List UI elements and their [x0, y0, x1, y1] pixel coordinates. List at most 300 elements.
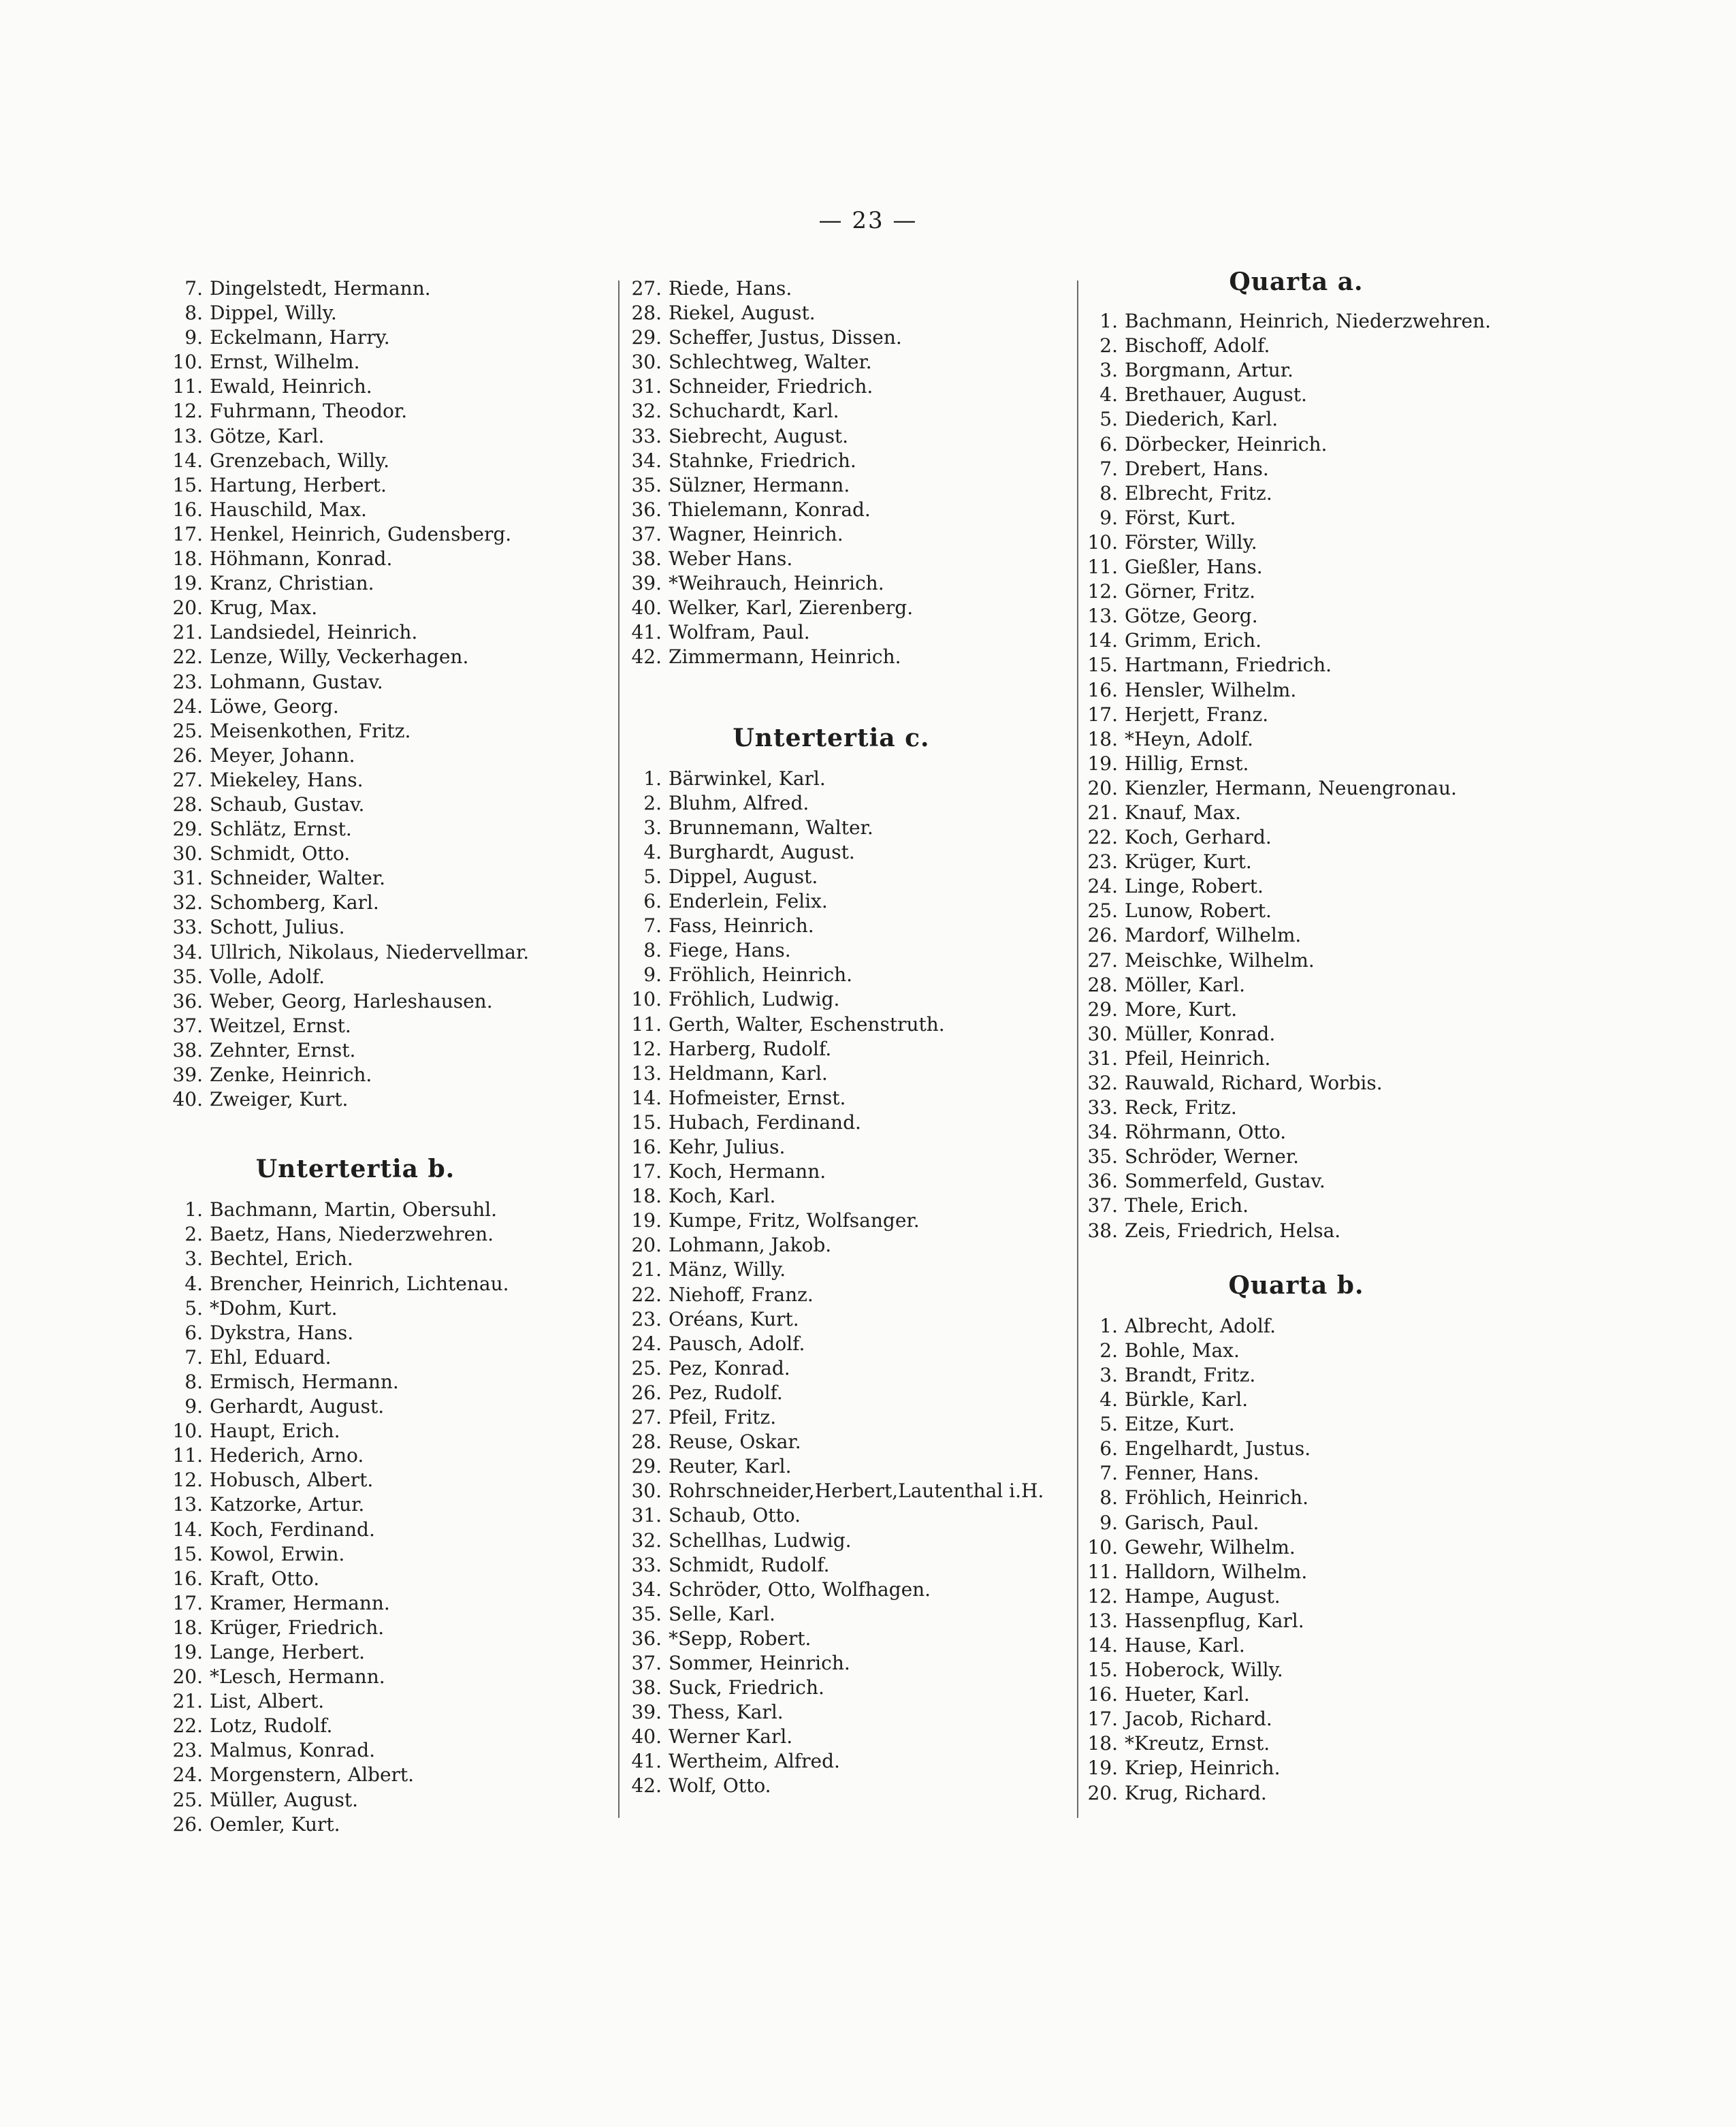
- list-item: [1078, 1560, 1541, 1584]
- list-item: [158, 1038, 607, 1063]
- list-item-number: 30.: [631, 351, 662, 374]
- list-item-number: 29.: [172, 818, 203, 841]
- list-item: [617, 1258, 1073, 1282]
- list-item-name: *Heyn, Adolf.: [1125, 727, 1253, 750]
- list-item-name: Meischke, Wilhelm.: [1125, 948, 1315, 972]
- list-item-name: Zenke, Heinrich.: [210, 1064, 372, 1086]
- list-item: [1078, 923, 1541, 948]
- list-item: [617, 1725, 1073, 1749]
- list-item: [158, 1492, 607, 1517]
- list-item-name: Fenner, Hans.: [1125, 1462, 1259, 1485]
- list-item-name: Möller, Karl.: [1125, 973, 1245, 996]
- list-item: [617, 1381, 1073, 1405]
- class-heading-quarta-b: Quarta b.: [1228, 1270, 1364, 1300]
- list-item-name: Harberg, Rudolf.: [669, 1037, 832, 1060]
- list-item-number: 27.: [172, 768, 203, 791]
- list-item-name: Pfeil, Heinrich.: [1125, 1046, 1271, 1070]
- list-item-number: 13.: [1087, 605, 1118, 628]
- list-item-number: 5.: [1099, 1413, 1118, 1436]
- list-item: [617, 1529, 1073, 1553]
- list-item-name: Thele, Erich.: [1125, 1194, 1249, 1217]
- list-item-name: Hause, Karl.: [1125, 1633, 1245, 1657]
- list-item: [158, 350, 607, 374]
- list-item-number: 13.: [172, 1493, 203, 1516]
- list-item-name: Hensler, Wilhelm.: [1125, 678, 1297, 701]
- list-item: [158, 1788, 607, 1812]
- list-item: [158, 1014, 607, 1038]
- list-item-number: 28.: [1087, 973, 1118, 996]
- list-item-name: Knauf, Max.: [1125, 801, 1241, 824]
- list-item-number: 24.: [172, 1763, 203, 1787]
- list-item-number: 9.: [1099, 506, 1118, 529]
- list-item-number: 1.: [184, 1198, 203, 1221]
- list-item: [617, 1454, 1073, 1479]
- list-item: [158, 1567, 607, 1591]
- student-list: [158, 276, 607, 1112]
- list-item: [617, 938, 1073, 963]
- list-item: [617, 301, 1073, 325]
- student-list: [1078, 1314, 1541, 1806]
- list-item-name: Gießler, Hans.: [1125, 556, 1263, 579]
- list-item-number: 39.: [631, 1701, 662, 1724]
- list-item: [617, 1012, 1073, 1037]
- list-item-number: 5.: [184, 1296, 203, 1320]
- list-item: [158, 1222, 607, 1247]
- list-item-number: 13.: [1087, 1609, 1118, 1632]
- list-item-number: 30.: [1087, 1022, 1118, 1045]
- list-item: [617, 816, 1073, 840]
- list-item: [617, 473, 1073, 498]
- list-item: [158, 522, 607, 547]
- list-item-name: Halldorn, Wilhelm.: [1125, 1560, 1308, 1583]
- list-item: [158, 1345, 607, 1370]
- list-item-name: *Lesch, Hermann.: [210, 1665, 385, 1689]
- list-item-number: 29.: [1087, 997, 1118, 1021]
- list-item: [158, 866, 607, 891]
- list-item-name: Eitze, Kurt.: [1125, 1413, 1235, 1436]
- list-item-number: 14.: [1087, 629, 1118, 652]
- list-item: [617, 1503, 1073, 1528]
- list-item: [158, 817, 607, 842]
- list-item-name: Brunnemann, Walter.: [669, 816, 873, 839]
- list-item: [617, 1086, 1073, 1110]
- list-item-name: Scheffer, Justus, Dissen.: [669, 326, 902, 349]
- list-item-number: 6.: [643, 890, 662, 913]
- list-item: [1078, 1363, 1541, 1388]
- list-item: [617, 399, 1073, 423]
- list-item-number: 10.: [172, 351, 203, 374]
- list-item: [158, 1714, 607, 1738]
- list-item: [158, 768, 607, 793]
- list-item-name: Malmus, Konrad.: [210, 1739, 376, 1762]
- list-item-number: 15.: [1087, 654, 1118, 677]
- list-item-name: Zimmermann, Heinrich.: [669, 645, 901, 669]
- list-item-number: 23.: [1087, 850, 1118, 874]
- list-item: [617, 620, 1073, 645]
- list-item-number: 7.: [184, 1345, 203, 1369]
- list-item: [617, 840, 1073, 865]
- list-item-number: 17.: [172, 522, 203, 545]
- list-item-name: Hassenpflug, Karl.: [1125, 1609, 1304, 1632]
- list-item-number: 16.: [172, 498, 203, 521]
- list-item-name: Linge, Robert.: [1125, 875, 1264, 898]
- list-item-number: 11.: [1087, 1560, 1118, 1583]
- list-item-name: Lohmann, Gustav.: [210, 670, 383, 693]
- list-item-name: Grimm, Erich.: [1125, 629, 1262, 652]
- list-item-name: Schott, Julius.: [210, 916, 345, 939]
- list-item-number: 17.: [1087, 703, 1118, 726]
- list-item-number: 8.: [643, 939, 662, 962]
- list-item-name: Götze, Georg.: [1125, 605, 1258, 628]
- list-item-number: 26.: [172, 1812, 203, 1836]
- list-item-name: Jacob, Richard.: [1125, 1708, 1272, 1731]
- list-item-number: 12.: [172, 400, 203, 423]
- list-item-number: 31.: [172, 867, 203, 890]
- list-item-number: 2.: [1099, 334, 1118, 357]
- list-item: [158, 374, 607, 399]
- list-item-name: Bürkle, Karl.: [1125, 1388, 1249, 1411]
- list-item-number: 1.: [1099, 1314, 1118, 1337]
- list-item-number: 36.: [631, 498, 662, 521]
- list-item-name: Thess, Karl.: [669, 1701, 784, 1724]
- list-item-number: 40.: [631, 596, 662, 620]
- list-item-name: Brethauer, August.: [1125, 383, 1307, 406]
- list-item-number: 30.: [631, 1480, 662, 1503]
- list-item-number: 13.: [631, 1061, 662, 1085]
- list-item: [1078, 628, 1541, 653]
- list-item: [1078, 383, 1541, 407]
- list-item-name: Bischoff, Adolf.: [1125, 334, 1270, 357]
- list-item: [1078, 1169, 1541, 1194]
- list-item: [617, 645, 1073, 669]
- list-item-number: 16.: [631, 1136, 662, 1158]
- list-item-number: 37.: [172, 1014, 203, 1037]
- list-item-name: Koch, Karl.: [669, 1185, 776, 1208]
- list-item: [1078, 1071, 1541, 1096]
- list-item-number: 7.: [1099, 457, 1118, 480]
- list-item-name: Sommer, Heinrich.: [669, 1651, 850, 1674]
- list-item-number: 9.: [1099, 1511, 1118, 1534]
- list-item-number: 20.: [631, 1234, 662, 1257]
- list-item: [617, 1307, 1073, 1332]
- list-item: [1078, 1219, 1541, 1243]
- list-item-number: 27.: [1087, 948, 1118, 972]
- list-item-number: 22.: [172, 1714, 203, 1738]
- list-item: [617, 1578, 1073, 1602]
- column-2: [617, 276, 1073, 1799]
- list-item-name: Borgmann, Artur.: [1125, 359, 1293, 382]
- list-item-number: 42.: [631, 645, 662, 669]
- list-item-number: 16.: [172, 1567, 203, 1590]
- list-item-number: 22.: [631, 1283, 662, 1306]
- list-item-name: Selle, Karl.: [669, 1602, 775, 1625]
- list-item: [617, 1700, 1073, 1725]
- list-item-name: Morgenstern, Albert.: [210, 1763, 415, 1787]
- list-item-name: Schaub, Otto.: [669, 1504, 801, 1527]
- list-item-name: Kumpe, Fritz, Wolfsanger.: [669, 1209, 920, 1232]
- list-item-number: 27.: [631, 1406, 662, 1429]
- list-item-number: 1.: [643, 767, 662, 790]
- list-item: [1078, 1781, 1541, 1806]
- list-item: [1078, 1633, 1541, 1658]
- list-item-name: Schellhas, Ludwig.: [669, 1529, 852, 1552]
- list-item-number: 20.: [1087, 1781, 1118, 1804]
- list-item: [617, 914, 1073, 938]
- list-item: [617, 1110, 1073, 1135]
- list-item-name: Hofmeister, Ernst.: [669, 1086, 846, 1109]
- list-item: [1078, 1756, 1541, 1780]
- list-item-name: Drebert, Hans.: [1125, 457, 1269, 480]
- list-item: [1078, 801, 1541, 825]
- student-list: [1078, 309, 1541, 1243]
- page-number: — 23 —: [818, 207, 918, 234]
- list-item-number: 34.: [1087, 1121, 1118, 1144]
- list-item-number: 38.: [631, 1676, 662, 1699]
- list-item-number: 11.: [631, 1012, 662, 1036]
- list-item-number: 20.: [172, 1665, 203, 1689]
- list-item-number: 17.: [631, 1160, 662, 1183]
- list-item: [617, 522, 1073, 547]
- list-item: [1078, 1731, 1541, 1756]
- list-item: [1078, 579, 1541, 604]
- list-item-name: *Weihrauch, Heinrich.: [669, 572, 884, 595]
- list-item: [617, 1184, 1073, 1209]
- list-item-number: 9.: [643, 963, 662, 987]
- list-item: [158, 1272, 607, 1296]
- list-item-number: 22.: [172, 645, 203, 669]
- list-item-name: Landsiedel, Heinrich.: [210, 621, 418, 644]
- list-item-name: Oréans, Kurt.: [669, 1307, 799, 1330]
- list-item-name: Kowol, Erwin.: [210, 1542, 345, 1565]
- list-item: [158, 473, 607, 498]
- list-item-name: Müller, August.: [210, 1788, 359, 1811]
- list-item-number: 10.: [172, 1420, 203, 1443]
- list-item-name: Kraft, Otto.: [210, 1567, 320, 1590]
- list-item: [1078, 973, 1541, 997]
- list-item: [617, 1749, 1073, 1774]
- list-item-name: Burghardt, August.: [669, 840, 855, 863]
- list-item-name: Först, Kurt.: [1125, 506, 1236, 529]
- list-item-name: Brandt, Fritz.: [1125, 1363, 1256, 1386]
- list-item-number: 32.: [172, 891, 203, 914]
- list-item-number: 5.: [1099, 408, 1118, 431]
- list-item-number: 15.: [172, 473, 203, 496]
- list-item: [1078, 432, 1541, 457]
- list-item-name: List, Albert.: [210, 1690, 325, 1713]
- list-item-number: 10.: [1087, 1535, 1118, 1558]
- list-item-number: 21.: [172, 1690, 203, 1713]
- list-item-name: Enderlein, Felix.: [669, 890, 828, 913]
- list-item-name: Koch, Ferdinand.: [210, 1518, 375, 1541]
- list-item-name: Bechtel, Erich.: [210, 1247, 353, 1270]
- list-item-name: Reuter, Karl.: [669, 1455, 792, 1478]
- list-item: [1078, 1584, 1541, 1609]
- list-item-name: Ernst, Wilhelm.: [210, 351, 360, 374]
- list-item: [1078, 1022, 1541, 1046]
- list-item: [1078, 1461, 1541, 1486]
- list-item-number: 33.: [1087, 1096, 1118, 1119]
- list-item-name: Ehl, Eduard.: [210, 1345, 332, 1369]
- list-item-name: Bohle, Max.: [1125, 1339, 1240, 1362]
- list-item-number: 15.: [172, 1542, 203, 1565]
- list-item-name: Lunow, Robert.: [1125, 899, 1272, 923]
- list-item-number: 26.: [1087, 924, 1118, 947]
- list-item-number: 19.: [172, 1640, 203, 1663]
- list-item: [158, 1616, 607, 1640]
- list-item: [1078, 407, 1541, 432]
- list-item: [1078, 555, 1541, 579]
- list-item-number: 39.: [631, 572, 662, 595]
- list-item-number: 33.: [172, 916, 203, 939]
- list-item-name: Pez, Konrad.: [669, 1356, 790, 1379]
- list-item-number: 11.: [172, 1444, 203, 1467]
- list-item: [1078, 530, 1541, 555]
- list-item-number: 35.: [631, 1602, 662, 1625]
- list-item-number: 6.: [184, 1321, 203, 1344]
- list-item-number: 34.: [631, 449, 662, 472]
- list-item-name: Krüger, Friedrich.: [210, 1616, 385, 1639]
- list-item-name: Hartmann, Friedrich.: [1125, 654, 1332, 677]
- list-item: [1078, 334, 1541, 358]
- list-item-name: Rohrschneider,Herbert,Lautenthal i.H.: [669, 1480, 1044, 1503]
- list-item-number: 42.: [631, 1774, 662, 1797]
- list-item-name: Riekel, August.: [669, 302, 816, 325]
- list-item-name: Albrecht, Adolf.: [1125, 1314, 1276, 1337]
- list-item: [1078, 1658, 1541, 1682]
- list-item-name: Koch, Hermann.: [669, 1160, 826, 1183]
- class-heading-untertertia-b: Untertertia b.: [255, 1155, 455, 1184]
- list-item-name: Wertheim, Alfred.: [669, 1750, 840, 1773]
- list-item-name: Fiege, Hans.: [669, 939, 791, 962]
- list-item-number: 36.: [1087, 1170, 1118, 1193]
- list-item: [1078, 1707, 1541, 1731]
- list-item-name: Schneider, Walter.: [210, 867, 386, 890]
- list-item: [617, 1602, 1073, 1627]
- list-item-number: 21.: [1087, 801, 1118, 824]
- column-3: [1078, 270, 1541, 1806]
- list-item-name: Pfeil, Fritz.: [669, 1406, 777, 1429]
- list-item-number: 4.: [184, 1272, 203, 1295]
- list-item: [158, 1468, 607, 1492]
- list-item-name: Schneider, Friedrich.: [669, 375, 873, 398]
- list-item: [617, 987, 1073, 1012]
- list-item-name: Elbrecht, Fritz.: [1125, 481, 1272, 505]
- list-item-number: 14.: [1087, 1633, 1118, 1657]
- list-item: [1078, 997, 1541, 1022]
- list-item: [158, 596, 607, 620]
- list-item-name: Oemler, Kurt.: [210, 1812, 340, 1836]
- list-item-name: Gerhardt, August.: [210, 1395, 385, 1418]
- list-item-number: 25.: [172, 1788, 203, 1811]
- list-item: [617, 1209, 1073, 1233]
- list-item-number: 14.: [172, 449, 203, 472]
- list-item-name: Kienzler, Hermann, Neuengronau.: [1125, 776, 1457, 799]
- list-item-number: 28.: [631, 302, 662, 325]
- list-item-name: Krug, Max.: [210, 596, 318, 620]
- list-item-number: 24.: [1087, 875, 1118, 898]
- list-item-number: 25.: [631, 1356, 662, 1379]
- list-item: [158, 694, 607, 719]
- list-item-number: 4.: [643, 840, 662, 863]
- list-item-number: 38.: [1087, 1219, 1118, 1242]
- list-item: [617, 1160, 1073, 1184]
- list-item-name: Fröhlich, Heinrich.: [669, 963, 853, 987]
- list-item: [1078, 703, 1541, 727]
- list-item-name: Schröder, Werner.: [1125, 1145, 1300, 1168]
- list-item-name: Dingelstedt, Hermann.: [210, 277, 431, 300]
- list-item: [617, 1405, 1073, 1430]
- list-item: [158, 571, 607, 596]
- list-item-number: 35.: [1087, 1145, 1118, 1168]
- list-item-name: Zeis, Friedrich, Helsa.: [1125, 1219, 1341, 1242]
- list-item-name: Schuchardt, Karl.: [669, 400, 839, 423]
- list-item-name: Herjett, Franz.: [1125, 703, 1269, 726]
- list-item-number: 26.: [172, 743, 203, 767]
- list-item-number: 1.: [1099, 310, 1118, 333]
- list-item: [617, 791, 1073, 816]
- list-item-number: 5.: [643, 865, 662, 888]
- list-item-number: 3.: [1099, 359, 1118, 382]
- list-item-name: Löwe, Georg.: [210, 694, 339, 718]
- list-item-number: 9.: [184, 1395, 203, 1418]
- list-item-name: Weber, Georg, Harleshausen.: [210, 989, 493, 1012]
- list-item-name: Schaub, Gustav.: [210, 793, 365, 816]
- list-item-name: Eckelmann, Harry.: [210, 326, 390, 349]
- list-item: [158, 1763, 607, 1787]
- list-item-number: 12.: [1087, 580, 1118, 603]
- list-item-name: Götze, Karl.: [210, 424, 325, 447]
- list-item-number: 16.: [1087, 1683, 1118, 1706]
- list-item-name: Förster, Willy.: [1125, 530, 1257, 554]
- list-item-name: Ermisch, Hermann.: [210, 1370, 399, 1393]
- list-item-number: 21.: [172, 621, 203, 644]
- list-item: [1078, 1486, 1541, 1510]
- list-item-number: 41.: [631, 1750, 662, 1773]
- list-item-number: 2.: [1099, 1339, 1118, 1362]
- list-item-name: Stahnke, Friedrich.: [669, 449, 856, 472]
- list-item: [1078, 1437, 1541, 1461]
- list-item-number: 40.: [172, 1088, 203, 1111]
- list-item-number: 2.: [184, 1223, 203, 1246]
- list-item-name: Schlechtweg, Walter.: [669, 351, 872, 374]
- list-item-number: 37.: [1087, 1194, 1118, 1217]
- list-item-number: 33.: [631, 424, 662, 447]
- list-item-number: 16.: [1087, 678, 1118, 701]
- list-item-name: Rauwald, Richard, Worbis.: [1125, 1072, 1383, 1094]
- list-item: [1078, 1194, 1541, 1218]
- list-item: [158, 1198, 607, 1222]
- list-item: [158, 620, 607, 645]
- list-item-number: 38.: [172, 1038, 203, 1061]
- list-item-name: Schomberg, Karl.: [210, 891, 379, 914]
- list-item-number: 17.: [1087, 1708, 1118, 1731]
- list-item-number: 4.: [1099, 383, 1118, 406]
- list-item-name: Pez, Rudolf.: [669, 1381, 783, 1404]
- list-item-number: 26.: [631, 1381, 662, 1404]
- list-item-name: Lenze, Willy, Veckerhagen.: [210, 645, 469, 669]
- list-item-name: Lange, Herbert.: [210, 1640, 366, 1663]
- list-item-number: 33.: [631, 1553, 662, 1576]
- list-item: [158, 940, 607, 965]
- list-item-name: Bluhm, Alfred.: [669, 791, 809, 814]
- list-item-name: Meisenkothen, Fritz.: [210, 719, 411, 742]
- list-item-name: Kramer, Hermann.: [210, 1591, 390, 1614]
- list-item: [1078, 776, 1541, 801]
- list-item-name: Hartung, Herbert.: [210, 473, 387, 496]
- list-item: [158, 719, 607, 743]
- list-item-number: 40.: [631, 1725, 662, 1748]
- list-item-name: Zweiger, Kurt.: [210, 1088, 349, 1111]
